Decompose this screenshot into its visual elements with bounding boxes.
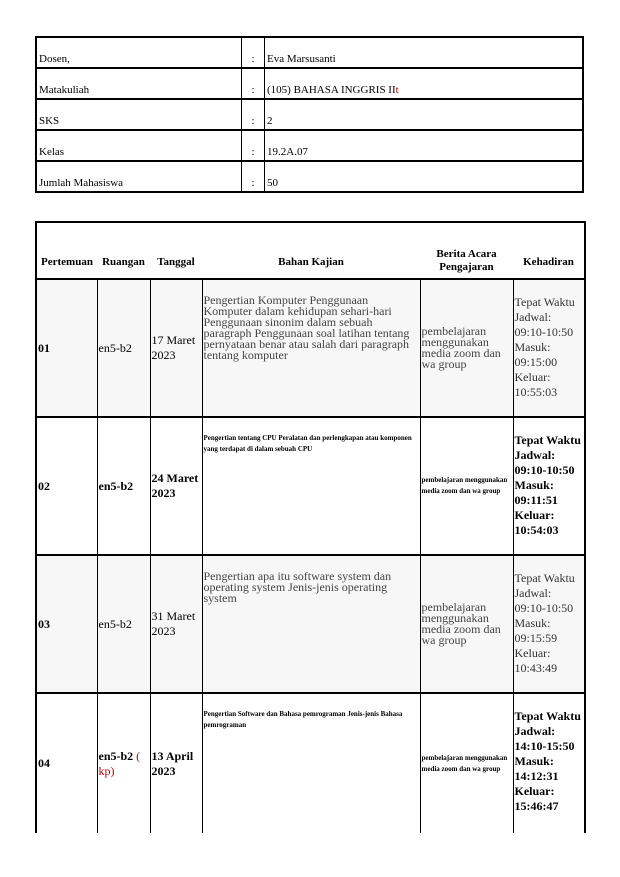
info-row-jumlah: [36, 161, 583, 192]
kehadiran-masuk: Masuk: 14:12:31: [514, 754, 559, 783]
info-value: Eva Marsusanti: [267, 53, 336, 65]
kehadiran-status: Tepat Waktu: [514, 709, 581, 723]
row-tanggal: 13 April 2023: [150, 693, 202, 833]
row-berita-acara: pembelajaran menggunakan media zoom dan wa group: [420, 693, 513, 833]
row-ruangan: [97, 555, 150, 693]
kehadiran-status: Tepat Waktu: [514, 571, 575, 585]
info-separator: :: [242, 99, 265, 130]
info-row-matakuliah: [36, 68, 583, 99]
kehadiran-masuk: Masuk: 09:11:51: [514, 478, 558, 507]
info-row-sks: [36, 99, 583, 130]
info-row-kelas: [36, 130, 583, 161]
info-value-suffix: t: [395, 84, 399, 96]
row-ruangan-text: en5-b2: [98, 616, 132, 631]
row-bahan-kajian: Pengertian Software dan Bahasa pemrograman Jenis-jenis Bahasa pemrograman: [202, 693, 420, 833]
row-bahan-kajian: Pengertian apa itu software system dan operating system Jenis-jenis operating system: [202, 555, 420, 693]
info-label: Kelas: [36, 130, 242, 161]
info-separator: :: [242, 68, 265, 99]
info-value: 2: [265, 99, 584, 130]
kehadiran-keluar: Keluar: 10:43:49: [514, 646, 558, 675]
row-ruangan-text: en5-b2: [98, 748, 134, 763]
table-row: [36, 555, 585, 693]
row-kehadiran: [513, 555, 585, 693]
info-label: Jumlah Mahasiswa: [36, 161, 242, 192]
row-tanggal: 17 Maret 2023: [150, 279, 202, 417]
header-tanggal: Tanggal: [150, 222, 202, 279]
kehadiran-jadwal: Jadwal: 14:10-15:50: [514, 724, 575, 753]
row-ruangan: [97, 279, 150, 417]
attendance-table: [35, 221, 586, 833]
row-berita-acara: pembelajaran menggunakan media zoom dan wa group: [420, 417, 513, 555]
header-ruangan: Ruangan: [97, 222, 150, 279]
header-kehadiran: Kehadiran: [513, 222, 585, 279]
table-header-row: [36, 222, 585, 279]
row-bahan-kajian: Pengertian tentang CPU Peralatan dan perlengkapan atau komponen yang terdapat di dalam sebuah CPU: [202, 417, 420, 555]
row-pertemuan: 04: [38, 756, 50, 770]
course-info-table: [35, 36, 584, 193]
header-berita-acara: Berita Acara Pengajaran: [420, 222, 513, 279]
table-row: [36, 417, 585, 555]
info-label: SKS: [36, 99, 242, 130]
row-pertemuan: 02: [36, 417, 97, 555]
info-separator: :: [242, 37, 265, 68]
table-row: [36, 279, 585, 417]
kehadiran-status: Tepat Waktu: [514, 433, 581, 447]
kehadiran-keluar: Keluar: 10:55:03: [514, 370, 558, 399]
info-value: 19.2A.07: [265, 130, 584, 161]
row-tanggal: 31 Maret 2023: [150, 555, 202, 693]
kehadiran-status: Tepat Waktu: [514, 295, 575, 309]
row-pertemuan: 03: [36, 555, 97, 693]
row-ruangan: [97, 417, 150, 555]
row-kehadiran: [513, 693, 585, 833]
row-bahan-kajian: Pengertian Komputer Penggunaan Komputer dalam kehidupan sehari-hari Penggunaan sinonim dalam sebuah paragraph Penggunaan soal latihan tentang pernyataan benar atau salah dari paragraph tentang komputer: [202, 279, 420, 417]
kehadiran-jadwal: Jadwal: 09:10-10:50: [514, 586, 574, 615]
row-berita-acara: pembelajaran menggunakan media zoom dan wa group: [420, 555, 513, 693]
row-berita-acara: pembelajaran menggunakan media zoom dan wa group: [420, 279, 513, 417]
row-tanggal: 24 Maret 2023: [150, 417, 202, 555]
kehadiran-jadwal: Jadwal: 09:10-10:50: [514, 448, 575, 477]
row-kehadiran: [513, 417, 585, 555]
info-separator: :: [242, 161, 265, 192]
info-value: 50: [265, 161, 584, 192]
row-kehadiran: [513, 279, 585, 417]
kehadiran-keluar: Keluar: 15:46:47: [514, 784, 559, 813]
kehadiran-keluar: Keluar: 10:54:03: [514, 508, 559, 537]
kehadiran-masuk: Masuk: 09:15:00: [514, 340, 558, 369]
info-value: [265, 68, 584, 99]
info-separator: :: [242, 130, 265, 161]
kehadiran-masuk: Masuk: 09:15:59: [514, 616, 558, 645]
header-bahan-kajian: Bahan Kajian: [202, 222, 420, 279]
table-row: [36, 693, 585, 833]
info-label: Dosen,: [39, 53, 70, 65]
kehadiran-jadwal: Jadwal: 09:10-10:50: [514, 310, 574, 339]
row-ruangan-note: ( kp): [98, 748, 141, 778]
info-row-dosen: [36, 37, 583, 68]
info-value-text: (105) BAHASA INGGRIS II: [267, 84, 396, 96]
row-ruangan-text: en5-b2: [98, 340, 132, 355]
row-pertemuan: 01: [36, 279, 97, 417]
header-pertemuan: Pertemuan: [36, 222, 97, 279]
row-ruangan: [97, 693, 150, 833]
info-label: Matakuliah: [36, 68, 242, 99]
row-ruangan-text: en5-b2: [98, 478, 134, 493]
